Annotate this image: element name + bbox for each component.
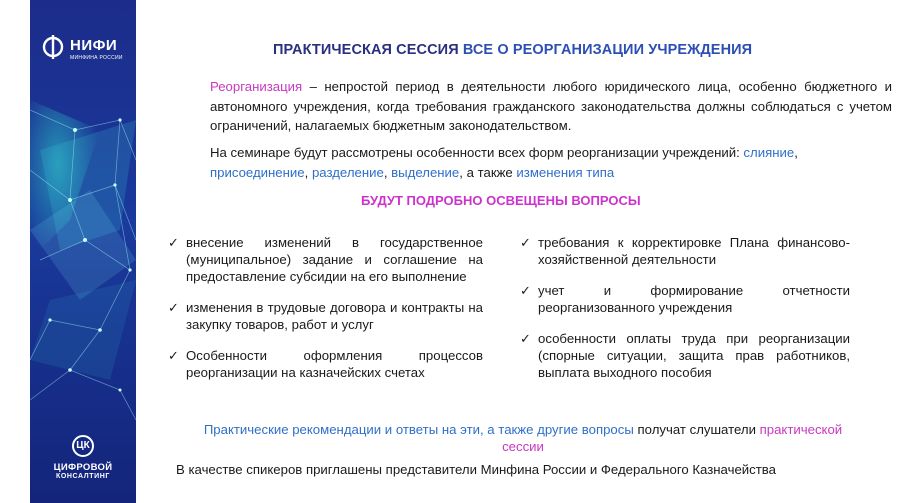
title-part2: ВСЕ О РЕОРГАНИЗАЦИИ УЧРЕЖДЕНИЯ <box>462 42 753 58</box>
dc-logo-icon: ЦК <box>72 435 94 457</box>
form-type-change: изменения типа <box>516 164 615 180</box>
closing-plain: получат слушатели <box>633 422 760 437</box>
list-item-text: изменения в трудовые договора и контракты на закупку товаров, работ и услуг <box>186 300 483 332</box>
topics-heading: БУДУТ ПОДРОБНО ОСВЕЩЕНЫ ВОПРОСЫ <box>361 193 641 208</box>
network-graphic-icon <box>30 0 136 503</box>
list-item-text: особенности оплаты труда при реорганизации (спорные ситуации, защита прав работников, выплата выходного пособия <box>538 331 850 380</box>
checkmark-icon: ✓ <box>520 331 531 346</box>
list-item <box>168 299 483 333</box>
nifi-subtitle: МИНФИНА РОССИИ <box>70 55 123 61</box>
dc-logo-line2: КОНСАЛТИНГ <box>55 473 111 480</box>
checkmark-icon: ✓ <box>168 300 179 315</box>
list-item-text: требования к корректировке Плана финансово-хозяйственной деятельности <box>538 235 850 267</box>
title-part1: ПРАКТИЧЕСКАЯ СЕССИЯ <box>273 42 463 58</box>
list-item-text: внесение изменений в государственное (муниципальное) задание и соглашение на предоставление субсидии на его выполнение <box>186 235 483 284</box>
list-item <box>168 234 483 285</box>
closing-blue: Практические рекомендации и ответы на эти, а также другие вопросы <box>203 422 634 437</box>
closing-text <box>203 421 843 455</box>
separator: , <box>794 145 798 160</box>
seminar-lead: На семинаре будут рассмотрены особенности всех форм реорганизации учреждений: <box>210 145 744 160</box>
intro-paragraph <box>176 77 892 136</box>
speakers-note: В качестве спикеров приглашены представители Минфина России и Федерального Казначейства <box>176 462 777 477</box>
dc-logo-line1: ЦИФРОВОЙ <box>53 462 113 473</box>
topics-left-list <box>168 234 483 395</box>
seminar-paragraph <box>176 143 892 182</box>
list-item-text: учет и формирование отчетности реорганизованного учреждения <box>538 283 850 315</box>
sidebar-banner <box>30 0 136 503</box>
checkmark-icon: ✓ <box>168 348 179 363</box>
checkmark-icon: ✓ <box>520 235 531 250</box>
separator: , <box>383 164 392 180</box>
intro-text: – непростой период в деятельности любого юридического лица, особенно бюджетного и автономного учреждения, когда требования гражданского законодательства должны соблюдаться с учетом ограничений, налагаемых бюджетным законодательством. <box>210 79 892 133</box>
intro-highlight: Реорганизация <box>210 79 303 94</box>
list-item <box>520 282 850 316</box>
checkmark-icon: ✓ <box>520 283 531 298</box>
list-item <box>520 234 850 268</box>
closing-pink: практической сессии <box>502 422 843 454</box>
form-merger: слияние <box>743 145 795 160</box>
digital-consulting-logo <box>30 435 136 480</box>
form-separation: выделение <box>391 164 460 180</box>
nifi-brand: НИФИ <box>70 37 118 54</box>
separator: , <box>304 164 312 180</box>
list-item-text: Особенности оформления процессов реорганизации на казначейских счетах <box>186 348 483 380</box>
checkmark-icon: ✓ <box>168 235 179 250</box>
page-title <box>273 42 752 58</box>
phi-logo-icon <box>40 34 66 60</box>
form-division: разделение <box>311 164 384 180</box>
topics-right-list <box>520 234 850 395</box>
list-item <box>520 330 850 381</box>
seminar-also: , а также <box>459 164 517 180</box>
list-item <box>168 347 483 381</box>
form-accession: присоединение <box>210 164 305 180</box>
